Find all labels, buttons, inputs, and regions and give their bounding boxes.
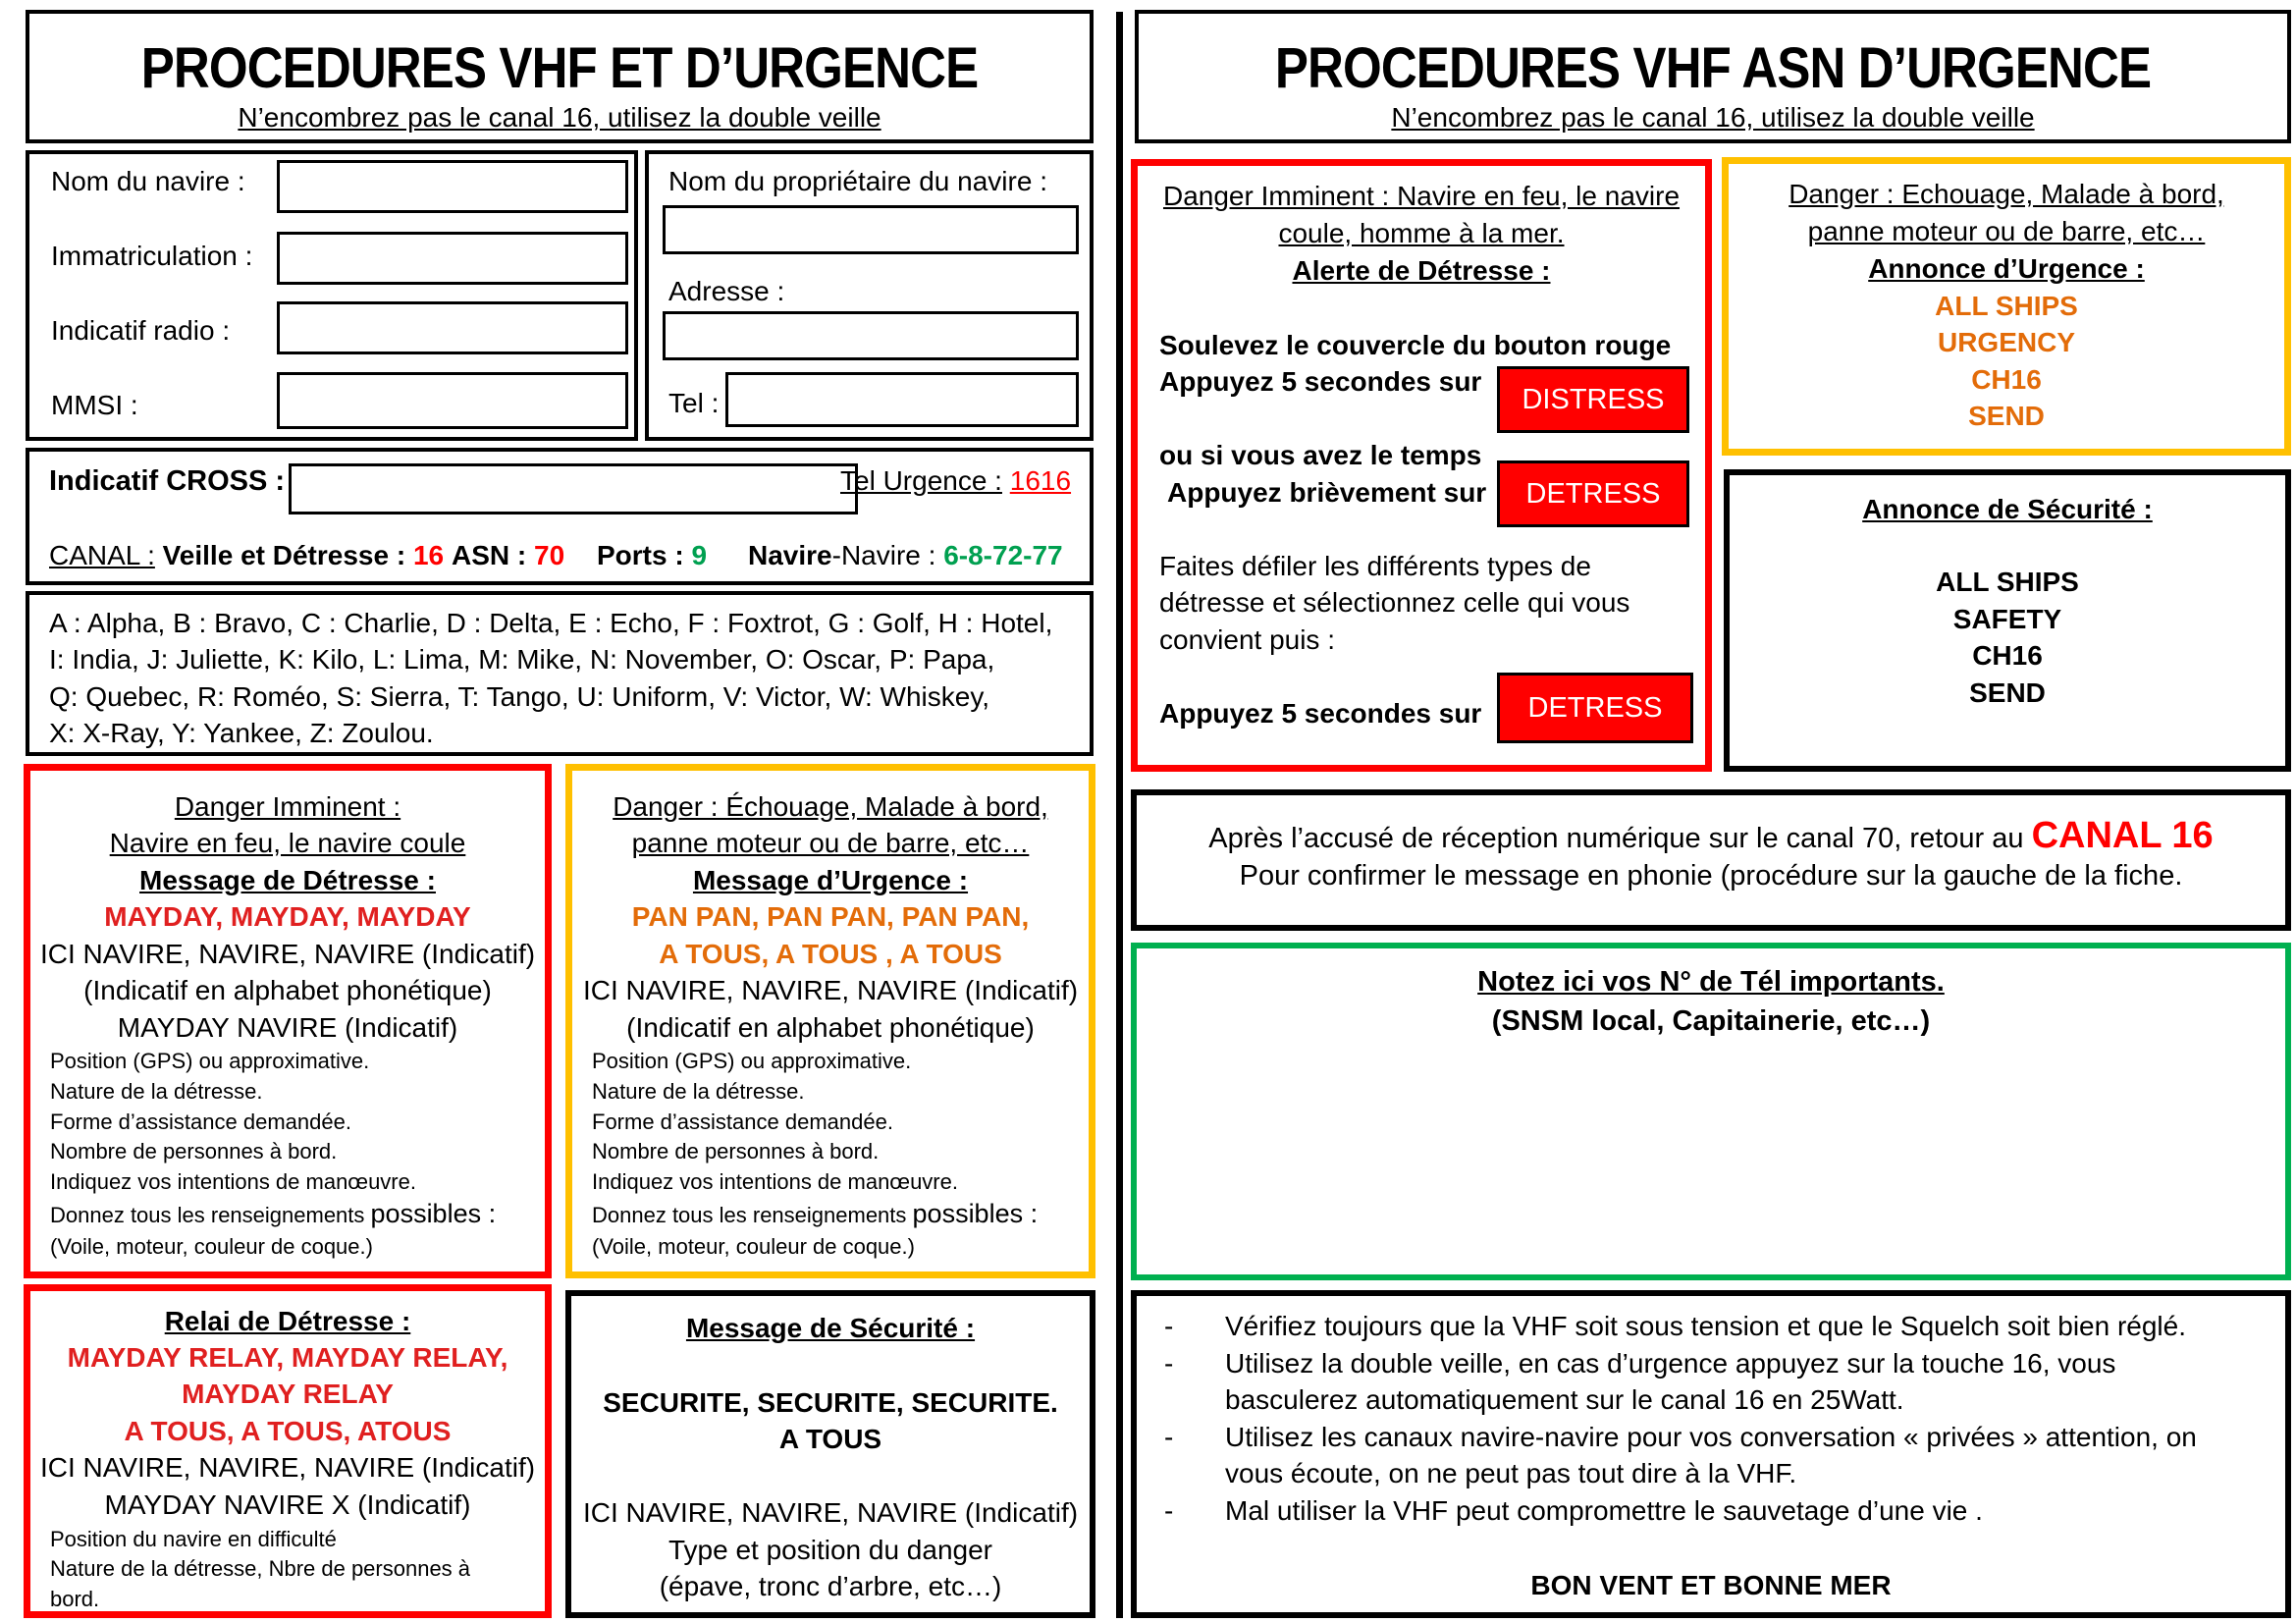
asn-distress-box [1131,159,1712,772]
navire-line [748,540,1063,571]
ack-line-1 [1137,815,2285,857]
relay-small-2: Nature de la détresse, Nbre de personnes à [50,1556,471,1581]
asn-label: ASN : [452,540,527,570]
relay-line-1: ICI NAVIRE, NAVIRE, NAVIRE (Indicatif) [39,1452,536,1483]
left-header [26,10,1094,143]
relay-message-box [24,1284,552,1618]
details-last-b: possibles [370,1199,482,1228]
veille-value: 16 [412,540,445,570]
tip-item: - Utilisez la double veille, en cas d’urgence appuyez sur la touche 16, vous basculerez automatiquement sur le canal 16 en 25Watt. [1145,1345,2256,1419]
alphabet-line: I: India, J: Juliette, K: Kilo, L: Lima, M: Mike, N: November, O: Oscar, P: Papa, [49,644,995,675]
distress-danger-1: Danger Imminent : [174,791,401,822]
alphabet-line: A : Alpha, B : Bravo, C : Charlie, D : Delta, E : Echo, F : Foxtrot, G : Golf, H : Hotel, [49,608,1053,638]
owner-info-box [645,150,1094,441]
detress-button-2[interactable]: DETRESS [1497,673,1693,743]
urgency-heading: Message d’Urgence : [692,865,969,895]
tel-label: Tel : [668,388,720,418]
security-line-5: (épave, tronc d’arbre, etc…) [659,1571,1002,1601]
asn-step-8: Appuyez 5 secondes sur [1159,698,1482,729]
ports-label: Ports : [597,540,684,570]
tips-closing: BON VENT ET BONNE MER [1530,1570,1892,1600]
atous-call: A TOUS, A TOUS , A TOUS [659,939,1002,969]
address-field[interactable] [663,311,1079,360]
tel-field[interactable] [725,372,1079,427]
details-last-c: : [1023,1199,1039,1228]
details-last-c: : [481,1199,497,1228]
tips-list [1145,1308,2256,1529]
asn-urgency-danger-1: Danger : Echouage, Malade à bord, [1789,179,2224,209]
mmsi-label: MMSI : [51,390,138,420]
asn-urgency-line: SEND [1968,401,2045,431]
distress-heading: Message de Détresse : [139,865,436,895]
tel-urgence [840,465,1071,497]
urgency-line-2: (Indicatif en alphabet phonétique) [626,1012,1035,1043]
urgency-line-1: ICI NAVIRE, NAVIRE, NAVIRE (Indicatif) [582,975,1079,1005]
relay-heading: Relai de Détresse : [164,1306,411,1336]
owner-label: Nom du propriétaire du navire : [668,166,1047,196]
distress-detail-last [50,1199,496,1231]
asn-security-line: CH16 [1972,640,2043,671]
mayday-call: MAYDAY, MAYDAY, MAYDAY [104,901,471,932]
tip-item: - Vérifiez toujours que la VHF soit sous tension et que le Squelch soit bien réglé. [1145,1308,2256,1345]
asn-urgency-line: ALL SHIPS [1935,291,2078,321]
ports-line [597,540,707,571]
distress-detail: Nombre de personnes à bord. [50,1139,338,1163]
canal-line [49,540,444,571]
cross-label: Indicatif CROSS : [49,465,286,497]
ports-value: 9 [691,540,708,570]
notes-sub: (SNSM local, Capitainerie, etc…) [1491,1005,1931,1037]
urgency-detail-paren: (Voile, moteur, couleur de coque.) [592,1234,915,1259]
details-last-a: Donnez tous les renseignements [592,1203,913,1227]
navire-label-a: Navire [748,540,832,570]
right-header [1135,10,2291,143]
asn-step-6: détresse et sélectionnez celle qui vous [1159,587,1630,618]
details-last-b: possibles [912,1199,1024,1228]
urgency-detail: Indiquez vos intentions de manœuvre. [592,1169,958,1194]
registration-label: Immatriculation : [51,241,253,271]
distress-danger-2: Navire en feu, le navire coule [109,828,466,858]
asn-security-heading: Annonce de Sécurité : [1862,494,2153,524]
left-title: PROCEDURES VHF ET D’URGENCE [140,36,979,100]
veille-label: Veille et Détresse : [162,540,406,570]
right-title: PROCEDURES VHF ASN D’URGENCE [1274,36,2152,100]
urgency-danger-2: panne moteur ou de barre, etc… [631,828,1030,858]
vessel-name-label: Nom du navire : [51,166,245,196]
security-line-1: SECURITE, SECURITE, SECURITE. [603,1387,1058,1418]
asn-danger-2: coule, homme à la mer. [1278,218,1565,248]
relay-red-3: A TOUS, A TOUS, ATOUS [124,1416,452,1446]
tips-box [1131,1290,2291,1618]
tip-item: - Mal utiliser la VHF peut compromettre le sauvetage d’une vie . [1145,1492,2256,1530]
asn-step-4: Appuyez brièvement sur [1167,477,1487,508]
ack-line-2: Pour confirmer le message en phonie (procédure sur la gauche de la fiche. [1239,860,2183,892]
relay-small-1: Position du navire en difficulté [50,1527,337,1551]
urgency-message-box [565,764,1095,1278]
security-line-4: Type et position du danger [667,1535,992,1565]
distress-button[interactable]: DISTRESS [1497,366,1689,433]
asn-security-box [1724,469,2291,772]
distress-line-2: (Indicatif en alphabet phonétique) [83,975,492,1005]
relay-red-1: MAYDAY RELAY, MAYDAY RELAY, [67,1342,508,1373]
security-line-3: ICI NAVIRE, NAVIRE, NAVIRE (Indicatif) [582,1497,1079,1528]
alphabet-line: X: X-Ray, Y: Yankee, Z: Zoulou. [49,718,434,748]
detress-button-1[interactable]: DETRESS [1497,460,1689,527]
urgency-detail: Nature de la détresse. [592,1079,805,1104]
owner-field[interactable] [663,205,1079,254]
ack-canal: CANAL 16 [2031,815,2214,856]
security-heading: Message de Sécurité : [685,1313,976,1343]
urgency-detail: Forme d’assistance demandée. [592,1109,893,1134]
notes-box [1131,943,2291,1280]
navire-label-b: -Navire : [831,540,936,570]
distress-detail: Forme d’assistance demandée. [50,1109,351,1134]
asn-urgency-heading: Annonce d’Urgence : [1868,253,2145,284]
vessel-info-box [26,150,638,441]
asn-urgency-line: URGENCY [1937,327,2075,357]
panpan-call: PAN PAN, PAN PAN, PAN PAN, [631,901,1030,932]
asn-security-line: SEND [1969,677,2046,708]
distress-detail: Nature de la détresse. [50,1079,263,1104]
cross-box [26,448,1094,585]
alphabet-line: Q: Quebec, R: Roméo, S: Sierra, T: Tango, U: Uniform, V: Victor, W: Whiskey, [49,681,990,712]
asn-security-line: ALL SHIPS [1936,567,2079,597]
column-divider [1116,12,1123,1618]
distress-detail-paren: (Voile, moteur, couleur de coque.) [50,1234,373,1259]
distress-message-box [24,764,552,1278]
security-line-2: A TOUS [778,1424,882,1454]
asn-danger-1: Danger Imminent : Navire en feu, le navire [1162,181,1681,211]
urgency-danger-1: Danger : Échouage, Malade à bord, [613,791,1048,822]
details-last-a: Donnez tous les renseignements [50,1203,371,1227]
urgency-detail: Nombre de personnes à bord. [592,1139,880,1163]
address-label: Adresse : [668,276,785,306]
ack-text: Après l’accusé de réception numérique sur le canal 70, retour au [1208,823,2032,854]
notes-heading: Notez ici vos N° de Tél importants. [1477,966,1945,998]
asn-security-line: SAFETY [1952,604,2062,634]
relay-line-2: MAYDAY NAVIRE X (Indicatif) [104,1489,471,1520]
distress-line-1: ICI NAVIRE, NAVIRE, NAVIRE (Indicatif) [39,939,536,969]
navire-value: 6-8-72-77 [943,540,1063,570]
tel-urgence-label: Tel Urgence : [840,465,1002,496]
asn-distress-heading: Alerte de Détresse : [1292,255,1551,286]
cross-field[interactable] [289,463,858,514]
tel-urgence-value: 1616 [1009,465,1072,496]
asn-urgency-line: CH16 [1971,364,2042,395]
distress-detail: Indiquez vos intentions de manœuvre. [50,1169,416,1194]
left-subtitle: N’encombrez pas le canal 16, utilisez la double veille [238,102,881,133]
registration-field[interactable] [277,232,628,285]
callsign-field[interactable] [277,301,628,354]
canal-label: CANAL : [49,540,155,570]
asn-step-5: Faites défiler les différents types de [1159,551,1591,581]
distress-detail: Position (GPS) ou approximative. [50,1049,370,1073]
urgency-detail: Position (GPS) ou approximative. [592,1049,912,1073]
relay-red-2: MAYDAY RELAY [182,1379,394,1409]
asn-line [452,540,564,571]
callsign-label: Indicatif radio : [51,315,231,346]
asn-step-1: Soulevez le couvercle du bouton rouge [1159,330,1672,360]
asn-urgency-danger-2: panne moteur ou de barre, etc… [1807,216,2206,246]
mmsi-field[interactable] [277,372,628,429]
asn-step-7: convient puis : [1159,624,1335,655]
asn-step-3: ou si vous avez le temps [1159,440,1482,470]
tip-item: - Utilisez les canaux navire-navire pour vos conversation « privées » attention, on vous écoute, on ne peut pas tout dire à la VHF. [1145,1419,2256,1492]
asn-value: 70 [534,540,565,570]
vessel-name-field[interactable] [277,160,628,213]
relay-small-3: bord. [50,1587,100,1611]
security-message-box [565,1290,1095,1618]
phonetic-alphabet-box [26,591,1094,756]
ack-box [1131,789,2291,931]
right-subtitle: N’encombrez pas le canal 16, utilisez la double veille [1391,102,2035,133]
urgency-detail-last [592,1199,1038,1231]
asn-step-2: Appuyez 5 secondes sur [1159,366,1482,397]
distress-line-3: MAYDAY NAVIRE (Indicatif) [117,1012,458,1043]
asn-urgency-box [1722,157,2291,456]
